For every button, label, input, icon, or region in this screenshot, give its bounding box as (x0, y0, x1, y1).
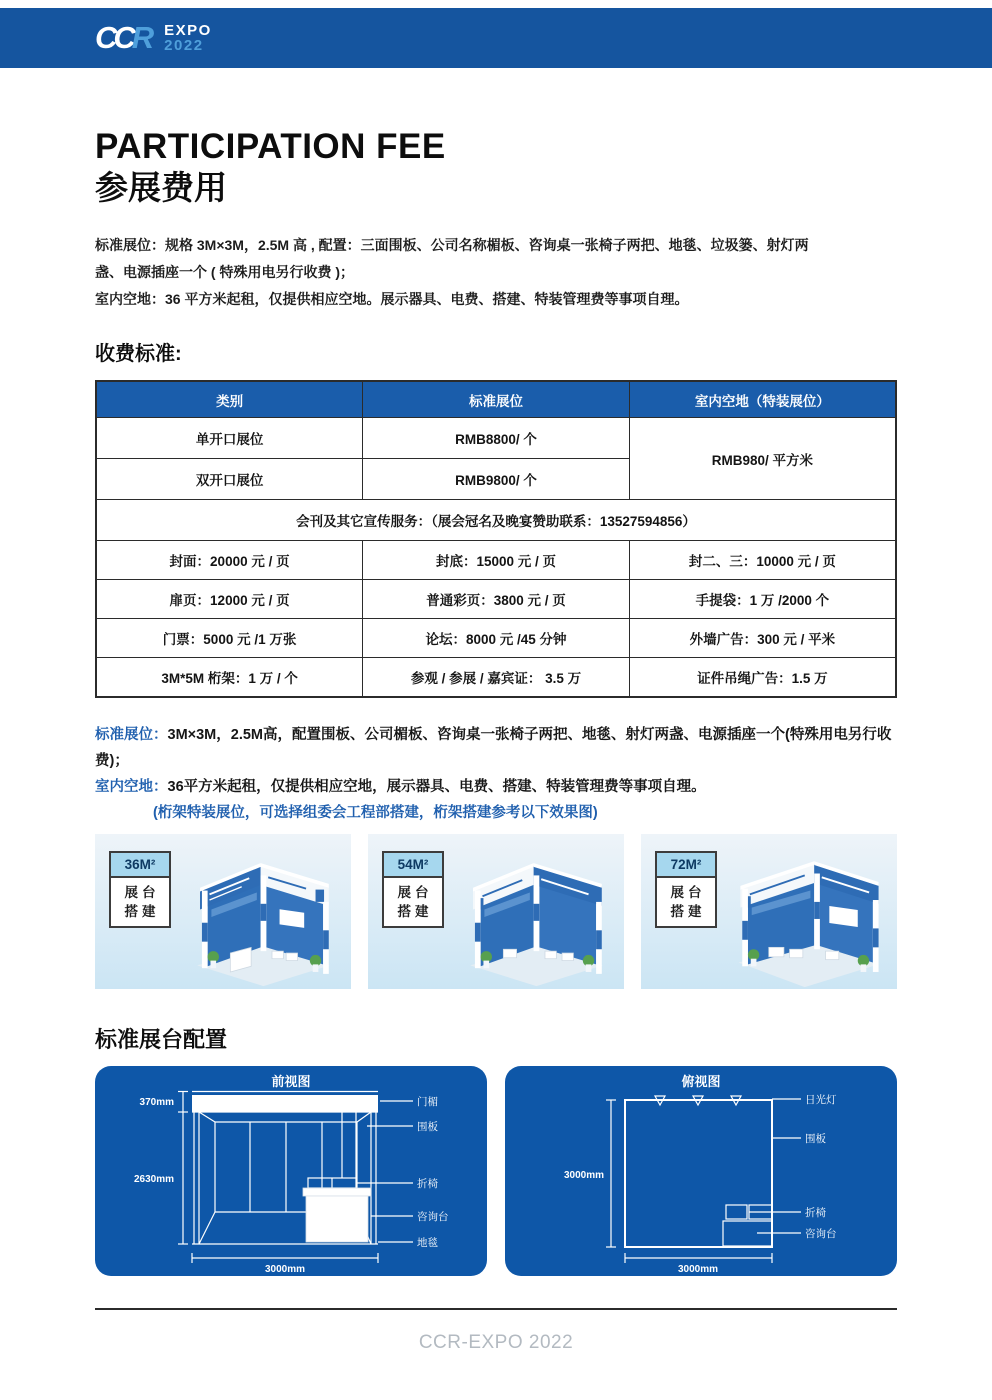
svg-text:地毯: 地毯 (417, 1237, 438, 1249)
top-view-drawing (505, 1066, 897, 1276)
price-cell: 3M*5M 桁架：1 万 / 个 (96, 658, 363, 698)
fee-table (95, 380, 897, 698)
page-title-zh: 参展费用 (95, 169, 227, 206)
footer-text: CCR-EXPO 2022 (418, 1332, 574, 1353)
svg-text:前视图: 前视图 (271, 1074, 311, 1089)
svg-text:围板: 围板 (805, 1133, 826, 1145)
raw-space-price: RMB980/ 平方米 (629, 418, 896, 500)
page-title-en: PARTICIPATION FEE (95, 127, 446, 166)
logo-cc-text: CC (95, 20, 132, 55)
front-view-drawing (95, 1066, 487, 1276)
price-cell: 扉页：12000 元 / 页 (96, 580, 363, 619)
svg-text:折椅: 折椅 (417, 1178, 438, 1190)
price-cell: 外墙广告：300 元 / 平米 (629, 619, 896, 658)
standard-booth-config-heading: 标准展台配置 (95, 1027, 228, 1052)
note-label-raw-space: 室内空地： (95, 779, 168, 795)
page-content (0, 128, 992, 1400)
logo-r-text: R (131, 20, 151, 55)
note-text-standard-booth: 3M×3M，2.5M高，配置围板、公司楣板、咨询桌一张椅子两把、地毯、射灯两盏、电源插座一个(特殊用电另行收费)； (95, 727, 892, 769)
svg-text:3000mm: 3000mm (677, 1264, 719, 1275)
note-text-raw-space: 36平方米起租，仅提供相应空地，展示器具、电费、搭建、特装管理费等事项自理。 (167, 779, 706, 795)
booth-price-double: RMB9800/ 个 (363, 459, 630, 500)
booth-size-value: 72M² (657, 853, 715, 878)
price-cell: 封面：20000 元 / 页 (96, 541, 363, 580)
svg-text:折椅: 折椅 (805, 1207, 826, 1219)
price-cell: 普通彩页：3800 元 / 页 (363, 580, 630, 619)
svg-text:3000mm: 3000mm (264, 1264, 306, 1275)
svg-text:门楣: 门楣 (417, 1096, 438, 1108)
booth-example-cards (95, 834, 897, 989)
booth-size-value: 36M² (111, 853, 169, 878)
note-label-standard-booth: 标准展位： (95, 727, 168, 743)
intro-paragraph (95, 232, 897, 313)
intro-line-3: 室内空地：36 平方米起租，仅提供相应空地。展示器具、电费、搭建、特装管理费等事项自理。 (95, 291, 689, 307)
svg-text:370mm: 370mm (139, 1097, 174, 1108)
booth-diagrams (95, 1066, 897, 1276)
svg-text:3000mm: 3000mm (563, 1170, 604, 1181)
col-header-standard-booth: 标准展位 (363, 381, 630, 418)
front-view-diagram (95, 1066, 487, 1276)
intro-line-1: 标准展位：规格 3M×3M，2.5M 高 , 配置：三面围板、公司名称楣板、咨询桌一张椅子两把、地毯、垃圾篓、射灯两 (95, 237, 809, 253)
svg-text:2630mm: 2630mm (133, 1174, 174, 1185)
booth-type-single: 单开口展位 (96, 418, 363, 459)
booth-tag-label: 展台 搭建 (670, 885, 706, 919)
booth-size-tag (382, 851, 444, 928)
svg-text:日光灯: 日光灯 (805, 1094, 837, 1106)
price-cell: 参观 / 参展 / 嘉宾证： 3.5 万 (363, 658, 630, 698)
svg-text:公司名称: 公司名称 (211, 1102, 239, 1109)
booth-card-36 (95, 834, 351, 989)
booth-render-image (707, 847, 893, 989)
note-line-2 (95, 774, 897, 800)
svg-text:围板: 围板 (417, 1121, 438, 1133)
price-cell: 封二、三：10000 元 / 页 (629, 541, 896, 580)
table-row (96, 541, 896, 580)
price-cell: 手提袋：1 万 /2000 个 (629, 580, 896, 619)
booth-card-72 (641, 834, 897, 989)
table-row (96, 619, 896, 658)
footer-divider (95, 1308, 897, 1310)
fee-table-header-row (96, 381, 896, 418)
promo-services-cell: 会刊及其它宣传服务：（展会冠名及晚宴赞助联系：13527594856） (96, 500, 896, 541)
svg-text:咨询台: 咨询台 (417, 1211, 449, 1223)
price-cell: 门票：5000 元 /1 万张 (96, 619, 363, 658)
table-row (96, 418, 896, 459)
booth-card-54 (368, 834, 624, 989)
note-line-3: (桁架特装展位，可选择组委会工程部搭建，桁架搭建参考以下效果图) (153, 805, 598, 821)
booth-render-image (161, 847, 347, 989)
booth-size-tag (109, 851, 171, 928)
col-header-raw-space: 室内空地（特装展位） (629, 381, 896, 418)
col-header-category: 类别 (96, 381, 363, 418)
svg-text:俯视图: 俯视图 (681, 1074, 721, 1089)
table-merged-row (96, 500, 896, 541)
price-cell: 证件吊绳广告：1.5 万 (629, 658, 896, 698)
top-view-diagram (505, 1066, 897, 1276)
booth-size-value: 54M² (384, 853, 442, 878)
svg-text:咨询台: 咨询台 (805, 1228, 837, 1240)
svg-text:展位号: 展位号 (335, 1102, 356, 1109)
price-cell: 论坛：8000 元 /45 分钟 (363, 619, 630, 658)
booth-tag-label: 展台 搭建 (124, 885, 160, 919)
ccr-expo-logo (95, 20, 212, 56)
booth-type-double: 双开口展位 (96, 459, 363, 500)
booth-size-tag (655, 851, 717, 928)
booth-notes (95, 722, 897, 826)
note-line-1 (95, 722, 897, 774)
booth-price-single: RMB8800/ 个 (363, 418, 630, 459)
booth-render-image (434, 847, 620, 989)
ccr-logo-mark (95, 20, 164, 56)
booth-tag-label: 展台 搭建 (397, 885, 433, 919)
fee-standard-heading: 收费标准: (95, 343, 182, 365)
table-row (96, 658, 896, 698)
table-row (96, 580, 896, 619)
price-cell: 封底：15000 元 / 页 (363, 541, 630, 580)
top-header-bar (0, 8, 992, 68)
intro-line-2: 盏、电源插座一个 ( 特殊用电另行收费 )； (95, 264, 354, 280)
logo-year-text: 2022 (164, 37, 204, 54)
logo-expo-text: EXPO (164, 22, 212, 39)
logo-wordmark (164, 23, 212, 53)
